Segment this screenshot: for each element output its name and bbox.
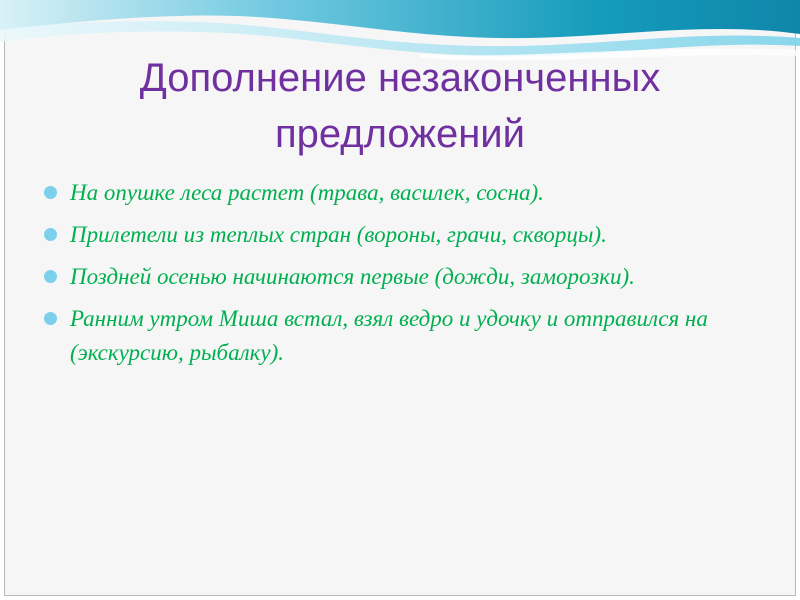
slide-title: Дополнение незаконченных предложений <box>139 56 661 156</box>
bullet-dot-icon <box>44 270 57 283</box>
bullet-text: Прилетели из теплых стран (вороны, грачи, скворцы). <box>70 222 607 247</box>
bullet-item <box>40 218 760 252</box>
bullet-dot-icon <box>44 228 57 241</box>
bullet-item <box>40 176 760 210</box>
bullet-text: Поздней осенью начинаются первые (дожди, заморозки). <box>70 264 635 289</box>
bullet-item <box>40 260 760 294</box>
bullet-list <box>40 176 760 378</box>
bullet-text: На опушке леса растет (трава, василек, сосна). <box>70 180 544 205</box>
bullet-text: Ранним утром Миша встал, взял ведро и удочку и отправился на (экскурсию, рыбалку). <box>70 306 708 365</box>
bullet-dot-icon <box>44 312 57 325</box>
bullet-dot-icon <box>44 186 57 199</box>
bullet-item <box>40 302 760 370</box>
